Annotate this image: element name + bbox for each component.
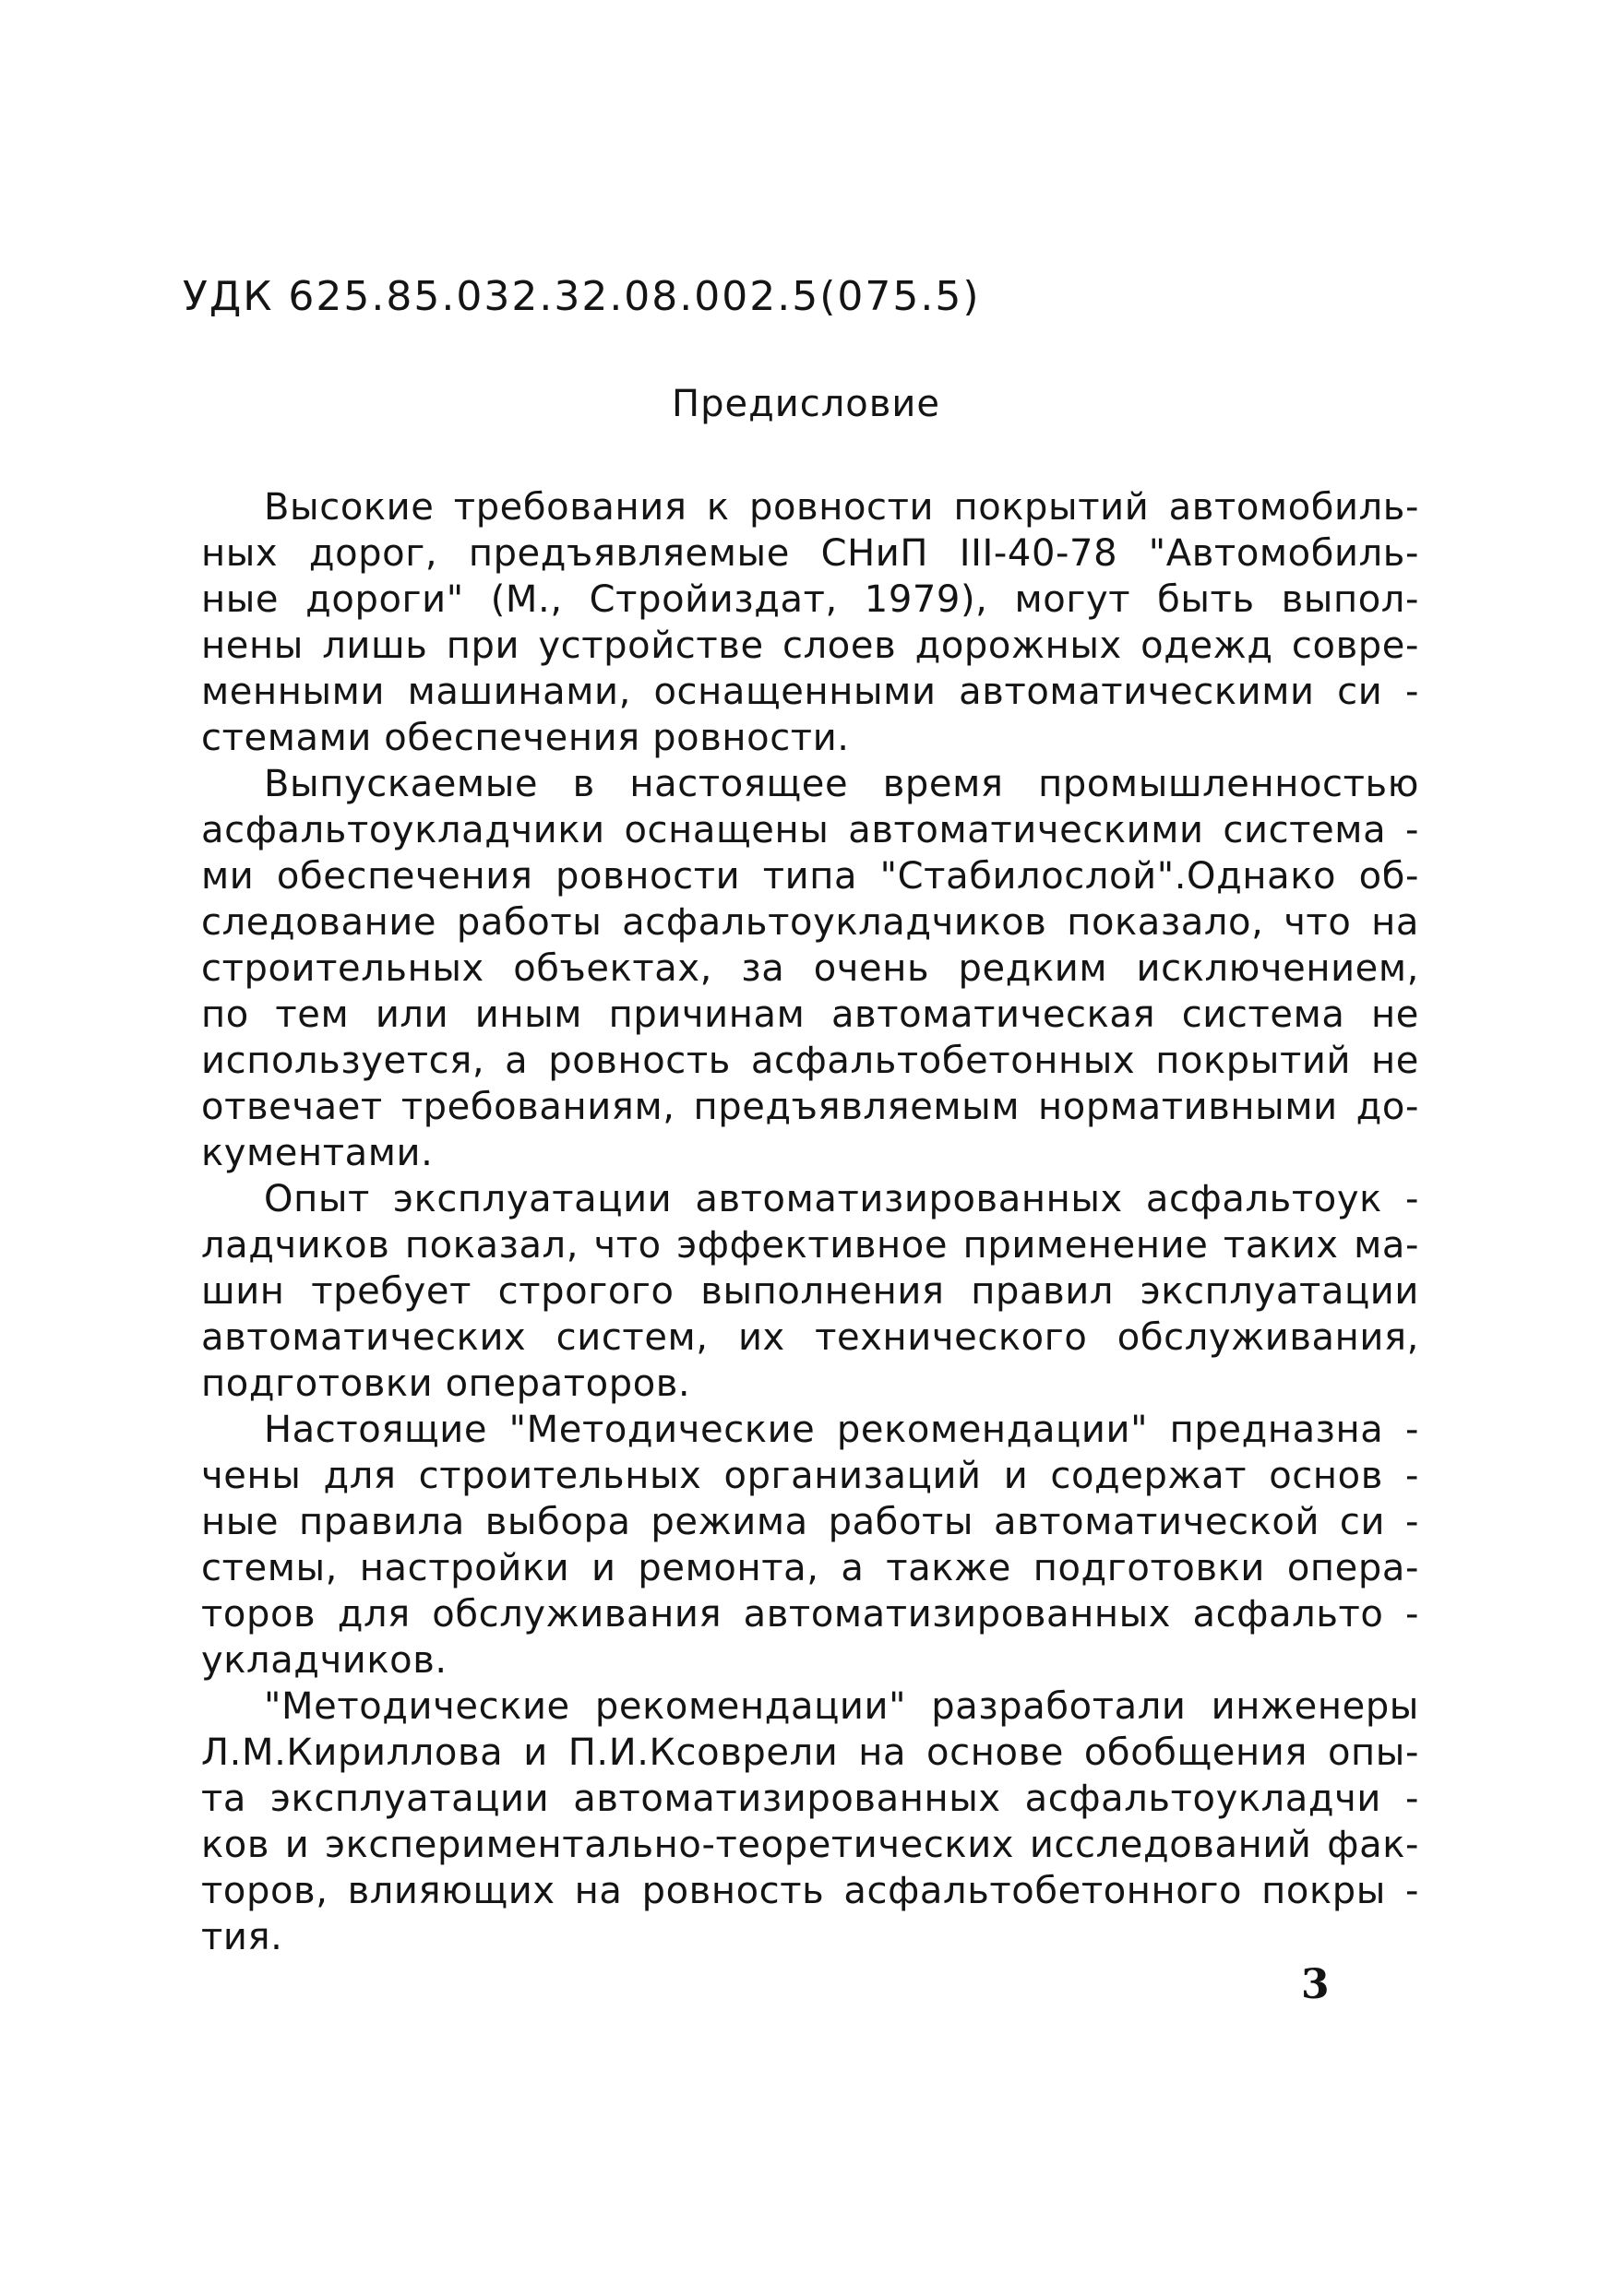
text-line: Опыт эксплуатации автоматизированных асфальтоук - bbox=[264, 1178, 1419, 1220]
text-line: Выпускаемые в настоящее время промышленностью bbox=[264, 763, 1419, 805]
text-line: торов для обслуживания автоматизированных асфальто - bbox=[201, 1593, 1419, 1636]
text-line: шин требует строгого выполнения правил эксплуатации bbox=[201, 1270, 1419, 1313]
text-line: чены для строительных организаций и содержат основ - bbox=[201, 1455, 1419, 1497]
text-line: "Методические рекомендации" разработали инженеры bbox=[264, 1685, 1419, 1728]
text-line: ладчиков показал, что эффективное применение таких ма- bbox=[201, 1224, 1419, 1267]
text-line: стемы, настройки и ремонта, а также подготовки опера- bbox=[201, 1547, 1419, 1589]
text-line: отвечает требованиям, предъявляемым нормативными до- bbox=[201, 1086, 1419, 1128]
page-title: Предисловие bbox=[672, 383, 940, 425]
text-line: ми обеспечения ровности типа "Стабилослой".Однако об- bbox=[201, 855, 1419, 898]
text-line: используется, а ровность асфальтобетонных покрытий не bbox=[201, 1040, 1419, 1082]
text-line: Высокие требования к ровности покрытий автомобиль- bbox=[264, 486, 1419, 529]
text-line: следование работы асфальтоукладчиков показало, что на bbox=[201, 901, 1419, 944]
text-line: Настоящие "Методические рекомендации" предназна - bbox=[264, 1409, 1419, 1451]
page-number: 3 bbox=[1301, 1961, 1330, 2008]
text-line: торов, влияющих на ровность асфальтобетонного покры - bbox=[201, 1870, 1419, 1912]
udc-code: УДК 625.85.032.32.08.002.5(075.5) bbox=[183, 273, 981, 320]
text-line: тия. bbox=[201, 1916, 283, 1958]
text-line: строительных объектах, за очень редким исключением, bbox=[201, 947, 1419, 990]
text-line: ков и экспериментально-теоретических исследований фак- bbox=[201, 1824, 1419, 1866]
text-line: менными машинами, оснащенными автоматическими си - bbox=[201, 671, 1419, 713]
text-line: автоматических систем, их технического обслуживания, bbox=[201, 1316, 1419, 1359]
text-line: ные дороги" (М., Стройиздат, 1979), могут быть выпол- bbox=[201, 578, 1419, 621]
text-line: ные правила выбора режима работы автоматической си - bbox=[201, 1501, 1419, 1543]
text-line: подготовки операторов. bbox=[201, 1362, 691, 1405]
text-line: укладчиков. bbox=[201, 1639, 448, 1682]
text-line: по тем или иным причинам автоматическая система не bbox=[201, 993, 1419, 1036]
text-line: ных дорог, предъявляемые СНиП III-40-78 "Автомобиль- bbox=[201, 532, 1419, 575]
text-line: асфальтоукладчики оснащены автоматическими система - bbox=[201, 809, 1419, 851]
text-line: та эксплуатации автоматизированных асфальтоукладчи - bbox=[201, 1778, 1419, 1820]
text-line: Л.М.Кириллова и П.И.Ксоврели на основе обобщения опы- bbox=[201, 1731, 1419, 1774]
text-line: стемами обеспечения ровности. bbox=[201, 717, 850, 759]
text-line: нены лишь при устройстве слоев дорожных одежд совре- bbox=[201, 625, 1419, 667]
text-line: кументами. bbox=[201, 1132, 434, 1174]
